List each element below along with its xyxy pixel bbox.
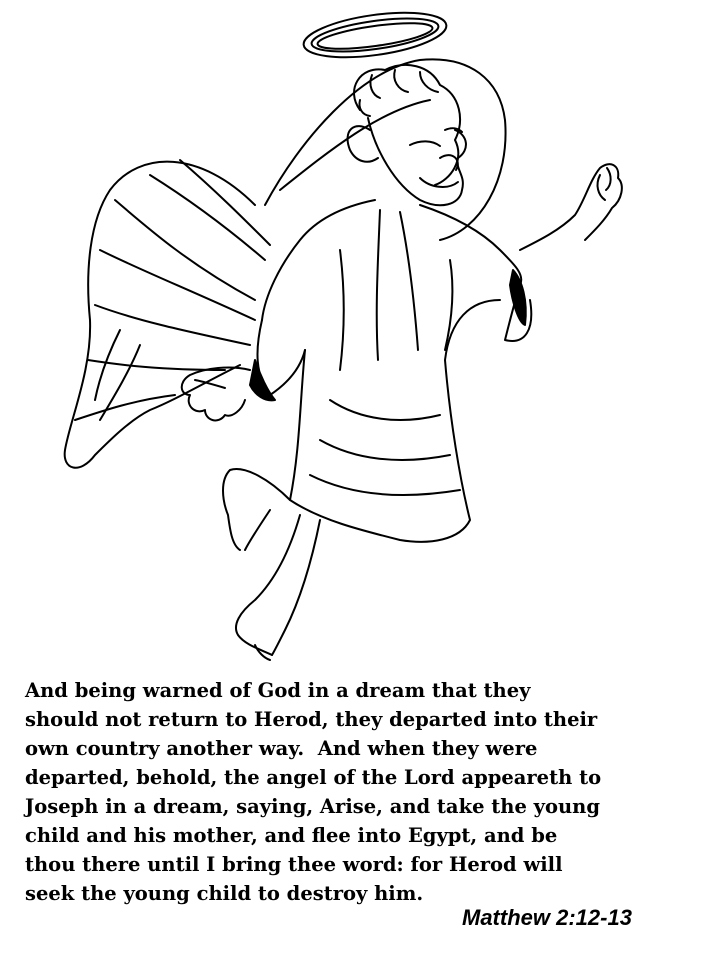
verse-line: seek the young child to destroy him. bbox=[25, 882, 424, 905]
halo bbox=[301, 5, 449, 65]
verse-line: child and his mother, and flee into Egypt, and be bbox=[25, 824, 558, 847]
verse-line: departed, behold, the angel of the Lord appeareth to bbox=[25, 766, 602, 789]
right-sleeve-shadow bbox=[510, 270, 526, 325]
angel-head bbox=[348, 65, 466, 205]
angel-robe bbox=[257, 200, 531, 542]
left-sleeve-shadow bbox=[250, 360, 275, 400]
scripture-verse bbox=[25, 676, 705, 908]
raised-hand bbox=[520, 164, 622, 250]
back-wing bbox=[265, 59, 506, 240]
scripture-reference: Matthew 2:12-13 bbox=[462, 905, 632, 930]
angel-legs bbox=[223, 469, 320, 660]
verse-line: And being warned of God in a dream that they bbox=[25, 679, 531, 702]
verse-line: should not return to Herod, they departed into their bbox=[25, 708, 598, 731]
verse-line: Joseph in a dream, saying, Arise, and take the young bbox=[25, 795, 600, 818]
verse-line: own country another way. And when they were bbox=[25, 737, 538, 760]
verse-line: thou there until I bring thee word: for Herod will bbox=[25, 853, 563, 876]
front-wing bbox=[65, 160, 270, 468]
lower-hand bbox=[182, 368, 250, 421]
